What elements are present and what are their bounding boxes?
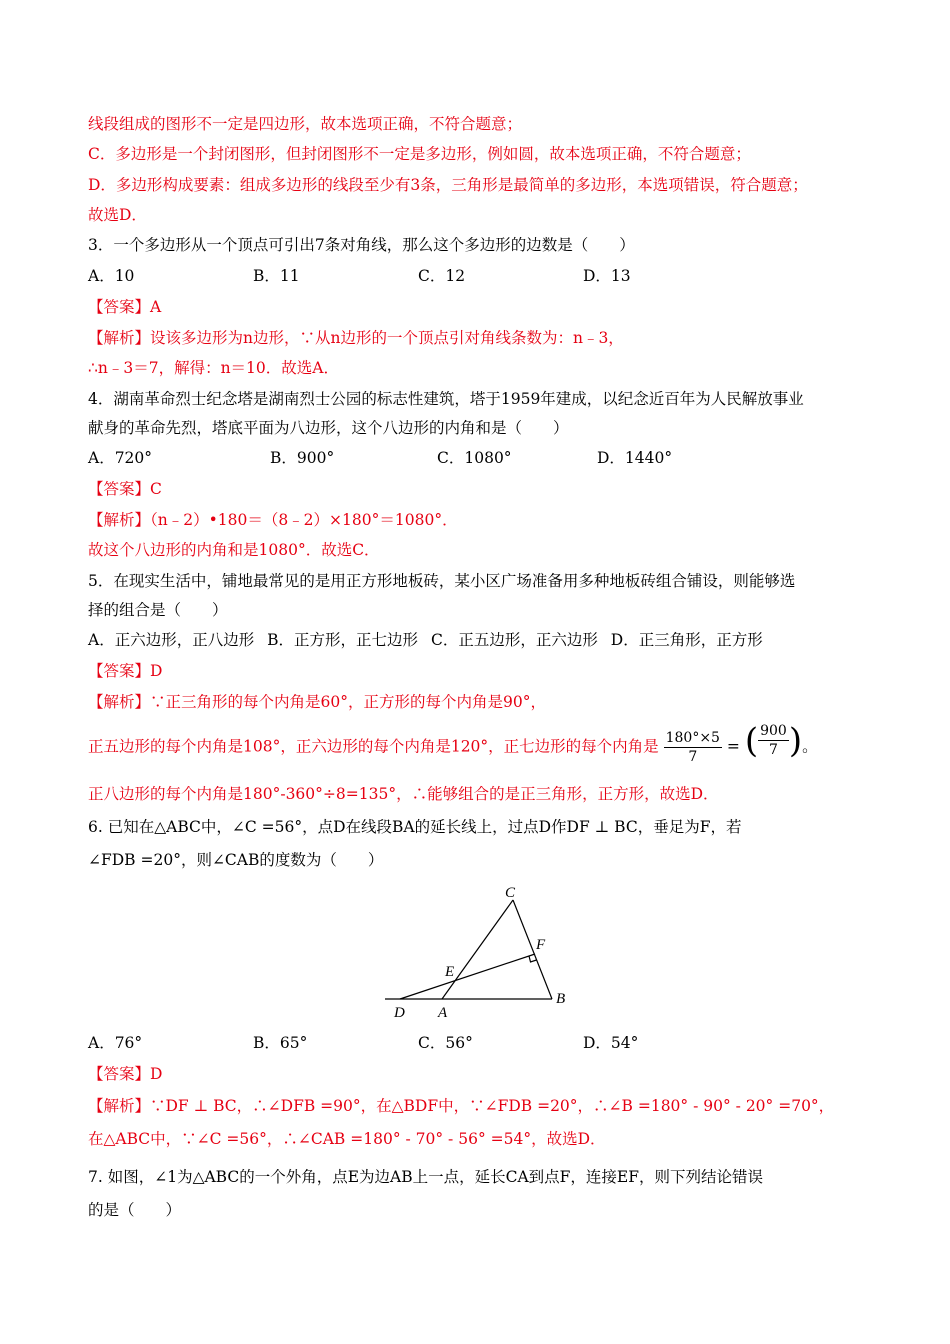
question-6-stem-line1: 6. 已知在△ABC中，∠C =56°，点D在线段BA的延长线上，过点D作DF ⊥ BC，垂足为F，若 <box>88 818 742 836</box>
question-4-stem-line1: 4．湖南革命烈士纪念塔是湖南烈士公园的标志性建筑，塔于1959年建成，以纪念近百年为人民解放事业 <box>88 390 804 408</box>
option-c: C．正五边形，正六边形 <box>430 631 598 649</box>
text-line: C．多边形是一个封闭图形，但封闭图形不一定是多边形，例如圆，故本选项正确，不符合题意； <box>88 145 751 163</box>
line-df <box>400 954 535 999</box>
question-5-options <box>88 629 870 651</box>
option-a: A．正六边形，正八边形 <box>88 631 255 649</box>
parenthesized-fraction: ( $\frac{900}{7}$ ) <box>744 720 803 761</box>
fraction <box>664 729 722 766</box>
label-b: B <box>556 991 566 1007</box>
analysis-3-line1: 【解析】设该多边形为n边形，∵从n边形的一个顶点引对角线条数为：n﹣3， <box>88 329 624 347</box>
question-3-options <box>88 265 870 287</box>
option-b: B．正方形，正七边形 <box>267 631 419 649</box>
option-c: C．56° <box>418 1034 473 1052</box>
option-d: D．54° <box>583 1034 639 1052</box>
option-c: C．12 <box>418 267 466 285</box>
label-a: A <box>438 1005 448 1021</box>
analysis-5-line2: 正五边形的每个内角是108°，正六边形的每个内角是120°，正七边形的每个内角是 $\frac{180^\circ\times 5}{7}$ = ( $\frac{900}{7}$ ) 。 <box>88 720 818 765</box>
question-6-stem-line2: ∠FDB =20°，则∠CAB的度数为（ ） <box>88 851 384 869</box>
answer-3: 【答案】A <box>88 298 162 316</box>
analysis-4-line1: 【解析】（n﹣2）•180＝（8﹣2）×180°＝1080°． <box>88 511 458 529</box>
fraction-2-denominator: 7 <box>769 742 778 758</box>
label-f: F <box>536 937 546 953</box>
analysis-3-line2: ∴n﹣3＝7，解得：n＝10．故选A． <box>88 359 339 377</box>
text-line: 故选D． <box>88 206 147 224</box>
label-c: C <box>505 885 516 901</box>
question-5-stem-line1: 5．在现实生活中，铺地最常见的是用正方形地板砖，某小区广场准备用多种地板砖组合铺设，则能够选 <box>88 572 796 590</box>
option-a: A．10 <box>88 267 135 285</box>
option-d: D．1440° <box>597 449 673 467</box>
question-7-stem-line2: 的是（ ） <box>88 1201 182 1219</box>
text-line: D．多边形构成要素：组成多边形的线段至少有3条，三角形是最简单的多边形，本选项错误，符合题意； <box>88 176 808 194</box>
fraction-tail: 。 <box>802 737 818 756</box>
analysis-6-line1: 【解析】∵DF ⊥ BC，∴∠DFB =90°，在△BDF中，∵∠FDB =20°，∴∠B =180° - 90° - 20° =70°， <box>88 1097 835 1115</box>
fraction-numerator: 180°×5 <box>665 730 720 746</box>
line-cb <box>513 900 552 999</box>
option-d: D．正三角形，正方形 <box>610 631 763 649</box>
label-e: E <box>445 964 455 980</box>
option-b: B．65° <box>253 1034 308 1052</box>
option-b: B．900° <box>270 449 335 467</box>
analysis-4-line2: 故这个八边形的内角和是1080°．故选C． <box>88 541 380 559</box>
question-3-stem: 3．一个多边形从一个顶点可引出7条对角线，那么这个多边形的边数是（ ） <box>88 236 635 254</box>
fraction-denominator: 7 <box>688 749 698 765</box>
question-6-options <box>88 1032 870 1054</box>
fraction-2-numerator: 900 <box>760 723 787 739</box>
question-4-options <box>88 447 870 469</box>
analysis-5-line1: 【解析】∵正三角形的每个内角是60°，正方形的每个内角是90°， <box>88 693 546 711</box>
answer-5: 【答案】D <box>88 662 163 680</box>
answer-4: 【答案】C <box>88 480 162 498</box>
analysis-6-line2: 在△ABC中，∵∠C =56°，∴∠CAB =180° - 70° - 56° =54°，故选D． <box>88 1130 606 1148</box>
text-line: 线段组成的图形不一定是四边形，故本选项正确，不符合题意； <box>88 115 523 133</box>
answer-6: 【答案】D <box>88 1065 163 1083</box>
analysis-5-line2-text: 正五边形的每个内角是108°，正六边形的每个内角是120°，正七边形的每个内角是 <box>88 737 659 756</box>
question-4-stem-line2: 献身的革命先烈，塔底平面为八边形，这个八边形的内角和是（ ） <box>88 419 569 437</box>
question-5-stem-line2: 择的组合是（ ） <box>88 601 228 619</box>
question-7-stem-line1: 7. 如图，∠1为△ABC的一个外角，点E为边AB上一点，延长CA到点F，连接EF，则下列结论错误 <box>88 1168 763 1186</box>
option-b: B．11 <box>253 267 300 285</box>
option-a: A．720° <box>88 449 153 467</box>
analysis-5-line3: 正八边形的每个内角是180°-360°÷8=135°，∴能够组合的是正三角形，正方形，故选D． <box>88 785 719 803</box>
option-d: D．13 <box>583 267 631 285</box>
label-d: D <box>394 1005 405 1021</box>
triangle-figure <box>380 880 580 1025</box>
line-ca <box>442 900 513 999</box>
fraction-2 <box>758 722 789 759</box>
option-c: C．1080° <box>437 449 512 467</box>
option-a: A．76° <box>88 1034 143 1052</box>
